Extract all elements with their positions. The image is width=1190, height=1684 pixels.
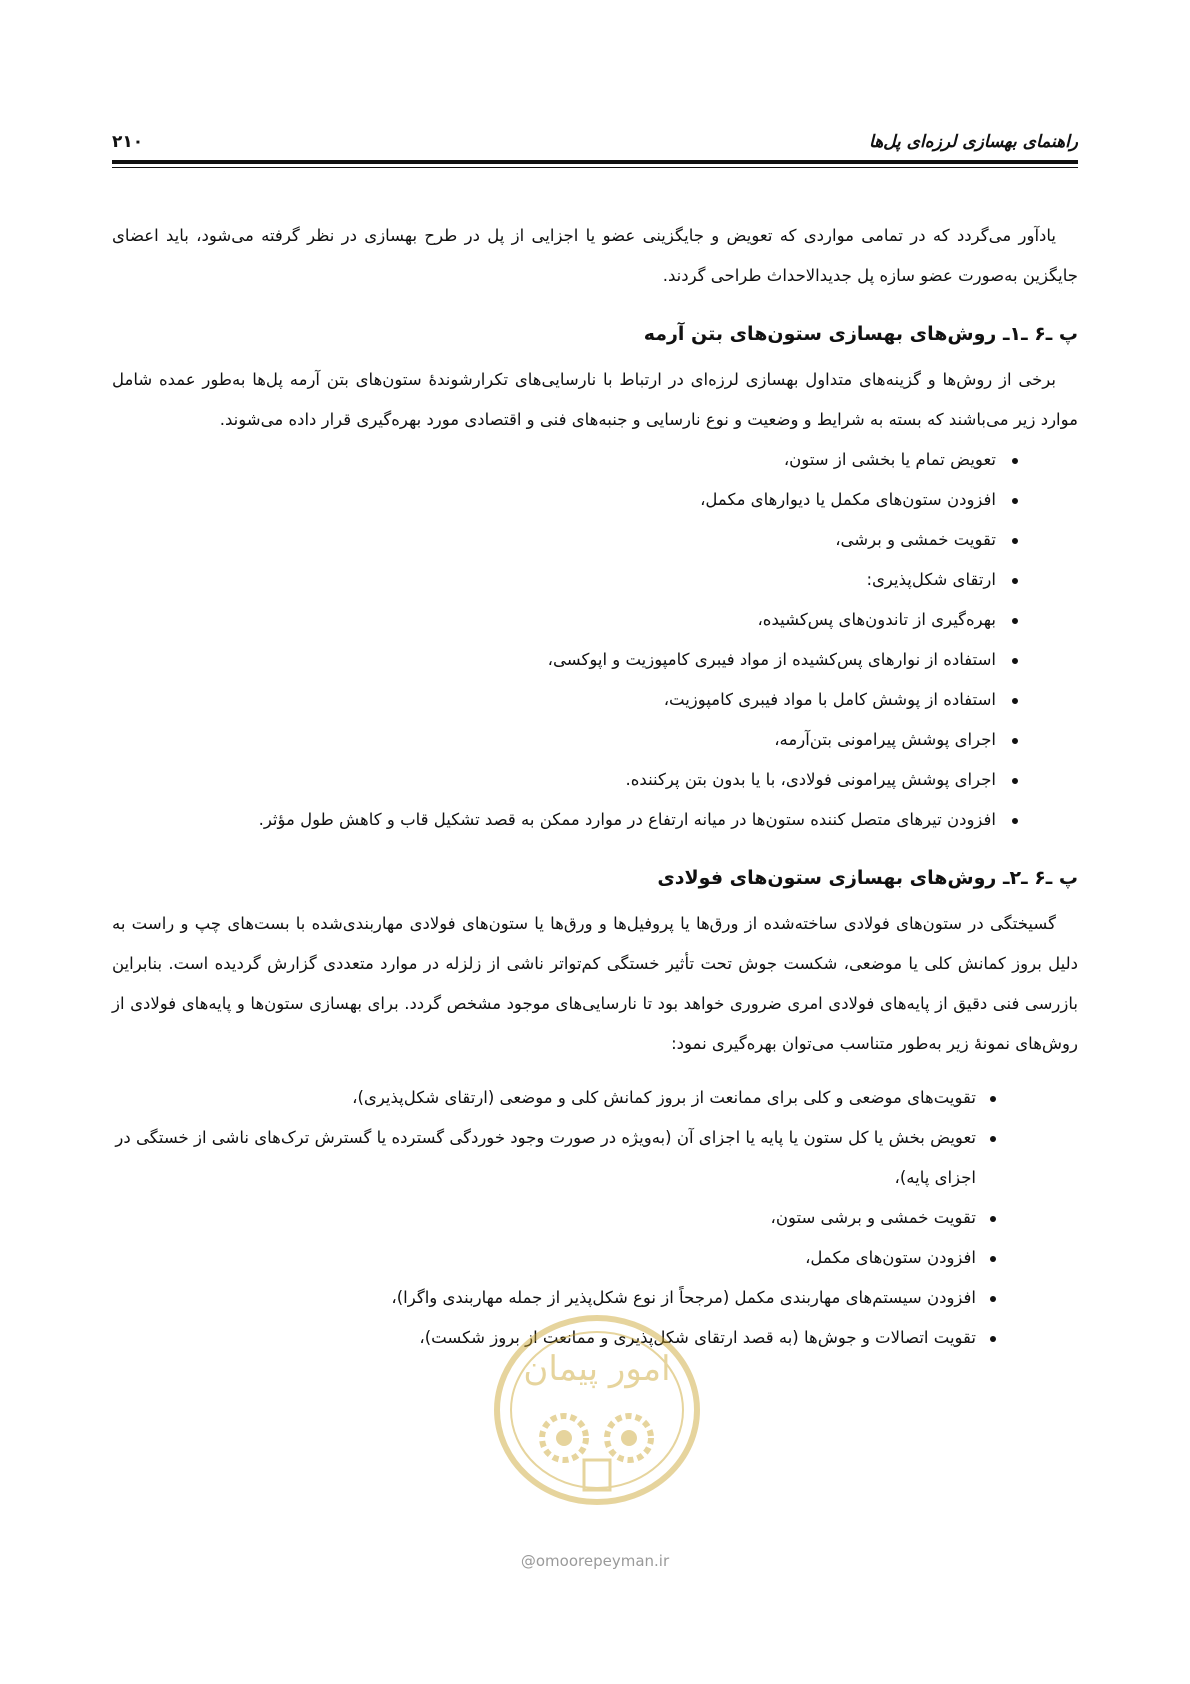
list-item: اجرای پوشش پیرامونی فولادی، با یا بدون بتن پرکننده. [112, 760, 1078, 800]
intro-paragraph: یادآور می‌گردد که در تمامی مواردی که تعویض و جایگزینی عضو یا اجزایی از پل در طرح بهسازی در نظر گرفته می‌شود، باید اعضای جایگزین به‌صورت عضو سازه پل جدیدالاحداث طراحی گردند. [112, 226, 1078, 285]
header-rule-thin [112, 167, 1078, 168]
bullet-icon [990, 1296, 996, 1302]
list-item: اجرای پوشش پیرامونی بتن‌آرمه، [112, 720, 1078, 760]
list-item: تقویت اتصالات و جوش‌ها (به قصد ارتقای شکل‌پذیری و ممانعت از بروز شکست)، [112, 1318, 1078, 1358]
section2-paragraph: گسیختگی در ستون‌های فولادی ساخته‌شده از ورق‌ها یا پروفیل‌ها و ورق‌ها یا ستون‌های فولادی مهاربندی‌شده با بست‌های چپ و راست به دلیل بروز کمانش کلی یا موضعی، شکست جوش تحت تأثیر خستگی کم‌تواتر ناشی از زلزله در موارد متعددی گزارش گردیده است. بنابراین بازرسی فنی دقیق از پایه‌های فولادی امری ضروری خواهد بود تا نارسایی‌های موجود مشخص گردد. برای بهسازی ستون‌ها و پایه‌های فولادی از روش‌های نمونهٔ زیر به‌طور متناسب می‌توان بهره‌گیری نمود: [112, 914, 1078, 1053]
running-title: راهنمای بهسازی لرزه‌ای پل‌ها [869, 132, 1078, 152]
list-item: افزودن تیرهای متصل کننده ستون‌ها در میانه ارتفاع در موارد ممکن به قصد تشکیل قاب و کاهش طول مؤثر. [112, 800, 1078, 840]
list-item: افزودن ستون‌های مکمل یا دیوارهای مکمل، [112, 480, 1078, 520]
list-item: افزودن ستون‌های مکمل، [112, 1238, 1078, 1278]
list-item: تعویض تمام یا بخشی از ستون، [112, 440, 1078, 480]
section1-paragraph: برخی از روش‌ها و گزینه‌های متداول بهسازی لرزه‌ای در ارتباط با نارسایی‌های تکرارشوندهٔ ستون‌های بتن آرمه پل‌ها به‌طور عمده شامل موارد زیر می‌باشند که بسته به شرایط و وضعیت و نوع نارسایی و جنبه‌های فنی و اقتصادی مورد بهره‌گیری قرار داده می‌شوند. [112, 370, 1078, 429]
bullet-icon [1012, 458, 1018, 464]
list-item: استفاده از نوارهای پس‌کشیده از مواد فیبری کامپوزیت و اپوکسی، [112, 640, 1078, 680]
list-item: تقویت‌های موضعی و کلی برای ممانعت از بروز کمانش کلی و موضعی (ارتقای شکل‌پذیری)، [112, 1078, 1078, 1118]
bullet-icon [1012, 778, 1018, 784]
list-item: تقویت خمشی و برشی، [112, 520, 1078, 560]
list-item: ارتقای شکل‌پذیری: [112, 560, 1078, 600]
bullet-icon [1012, 538, 1018, 544]
watermark-site-text: @omoorepeyman.ir [520, 1552, 670, 1570]
section-heading-concrete-columns: پ ـ۶ ـ۱ـ روش‌های بهسازی ستون‌های بتن آرمه [643, 323, 1078, 345]
list-item: تعویض بخش یا کل ستون یا پایه یا اجزای آن (به‌ویژه در صورت وجود خوردگی گسترده یا گسترش ترک‌های ناشی از خستگی در اجزای پایه)، [112, 1118, 1078, 1198]
page-number: ۲۱۰ [112, 132, 144, 152]
watermark-logo-icon [484, 1310, 710, 1520]
watermark-logo-text: امور پیمان [523, 1349, 671, 1389]
bullet-icon [990, 1096, 996, 1102]
bullet-icon [1012, 818, 1018, 824]
header-rule-thick [112, 160, 1078, 164]
list-item: بهره‌گیری از تاندون‌های پس‌کشیده، [112, 600, 1078, 640]
list-item: تقویت خمشی و برشی ستون، [112, 1198, 1078, 1238]
main-content [112, 216, 1078, 1358]
bullet-icon [990, 1336, 996, 1342]
section-heading-steel-columns: پ ـ۶ ـ۲ـ روش‌های بهسازی ستون‌های فولادی [657, 867, 1078, 889]
bullet-icon [1012, 498, 1018, 504]
bullet-icon [1012, 618, 1018, 624]
bullet-icon [1012, 738, 1018, 744]
bullet-icon [1012, 578, 1018, 584]
bullet-icon [1012, 698, 1018, 704]
bullet-icon [990, 1216, 996, 1222]
list-item: افزودن سیستم‌های مهاربندی مکمل (مرجحاً از نوع شکل‌پذیر از جمله مهاربندی واگرا)، [112, 1278, 1078, 1318]
section1-bullet-list [112, 440, 1078, 840]
bullet-icon [990, 1136, 996, 1142]
bullet-icon [990, 1256, 996, 1262]
list-item: استفاده از پوشش کامل با مواد فیبری کامپوزیت، [112, 680, 1078, 720]
bullet-icon [1012, 658, 1018, 664]
